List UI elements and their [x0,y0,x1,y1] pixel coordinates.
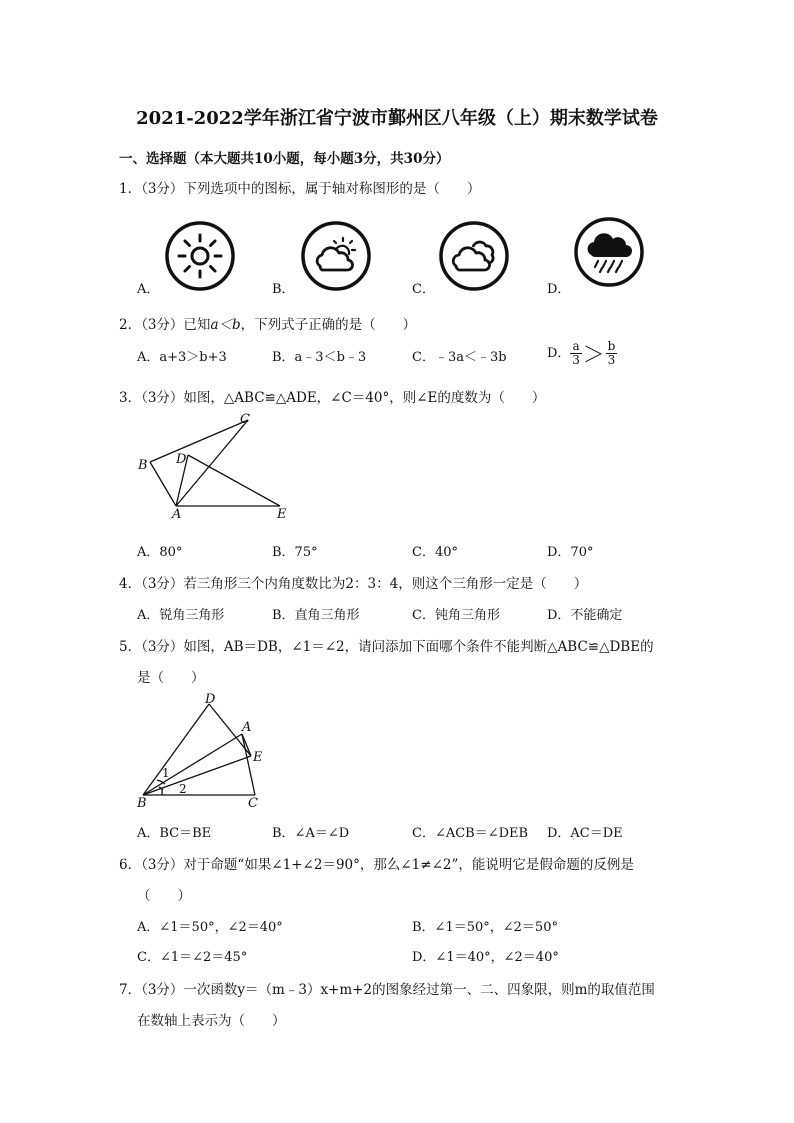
fraction-a-over-3: $\frac{a}{3}$ [572,339,580,367]
q3-label-b: B [138,458,148,473]
q3-label-d: D [176,452,187,467]
q2-stem-pre: 2．（3分）已知 [119,317,211,333]
question-3-stem: 3．（3分）如图，△ABC≌△ADE，∠C＝40°，则∠E的度数为（ ） [119,390,546,406]
q3-option-c[interactable]: C．40° [412,545,458,560]
partly-cloudy-icon [300,220,372,292]
q4-option-c[interactable]: C．钝角三角形 [412,608,500,623]
q5-label-b: B [137,796,147,811]
q2-stem-post: ，下列式子正确的是（ ） [240,317,417,333]
question-2-stem [119,313,416,333]
question-1-stem: 1．（3分）下列选项中的图标，属于轴对称图形的是（ ） [119,181,481,197]
q5-angle-2-label: 2 [179,782,187,796]
q6-option-a[interactable]: A．∠1＝50°，∠2＝40° [137,920,283,935]
fraction-b-over-3: $\frac{b}{3}$ [607,339,616,367]
q4-option-a[interactable]: A．锐角三角形 [137,608,225,623]
exam-title: 2021-2022学年浙江省宁波市鄞州区八年级（上）期末数学试卷 [136,108,658,129]
q1-option-d[interactable]: D． [547,282,571,297]
q5-option-b[interactable]: B．∠A＝∠D [272,826,350,841]
q1-option-a[interactable]: A． [137,282,160,297]
cloudy-icon [438,220,510,292]
q6-option-c[interactable]: C．∠1＝∠2＝45° [137,950,248,965]
q5-label-d: D [205,692,216,707]
q2-option-c[interactable]: C．﹣3a＜﹣3b [412,350,507,365]
q6-option-d[interactable]: D．∠1＝40°，∠2＝40° [412,950,559,965]
q4-option-d[interactable]: D．不能确定 [547,608,623,623]
q2-option-d-label: D． [547,346,571,361]
q2-option-a[interactable]: A．a+3＞b+3 [137,350,227,365]
q3-triangle-figure [130,410,300,525]
q4-option-b[interactable]: B．直角三角形 [272,608,360,623]
q5-label-e: E [253,750,263,765]
sun-icon [164,220,236,292]
question-5-stem-line2: 是（ ） [137,670,205,686]
q2-option-d[interactable] [547,338,617,369]
q5-label-a: A [242,720,252,735]
q5-option-a[interactable]: A．BC＝BE [137,826,212,841]
q5-option-c[interactable]: C．∠ACB＝∠DEB [412,826,529,841]
q2-stem-math: a＜b [210,317,241,333]
q5-angle-1-label: 1 [162,766,170,780]
question-6-stem-line2: （ ） [137,888,191,904]
q3-option-b[interactable]: B．75° [272,545,318,560]
greater-than-sign: ＞ [582,343,605,368]
q3-option-d[interactable]: D．70° [547,545,594,560]
question-6-stem-line1: 6．（3分）对于命题“如果∠1+∠2＝90°，那么∠1≠∠2”，能说明它是假命题的反例是 [119,857,634,873]
q1-option-c[interactable]: C． [412,282,435,297]
section-heading: 一、选择题（本大题共10小题，每小题3分，共30分） [119,151,450,167]
q5-option-d[interactable]: D．AC＝DE [547,826,623,841]
q3-option-a[interactable]: A．80° [137,545,183,560]
q1-option-b[interactable]: B． [272,282,295,297]
q5-label-c: C [248,796,258,811]
rain-cloud-icon [573,216,645,288]
question-7-stem-line1: 7．（3分）一次函数y＝（m﹣3）x+m+2的图象经过第一、二、四象限，则m的取值范围 [119,982,655,998]
q3-label-e: E [277,507,287,522]
question-4-stem: 4．（3分）若三角形三个内角度数比为2：3：4，则这个三角形一定是（ ） [119,576,588,592]
q6-option-b[interactable]: B．∠1＝50°，∠2＝50° [412,920,558,935]
q3-label-c: C [240,412,250,427]
question-5-stem-line1: 5．（3分）如图，AB＝DB，∠1＝∠2，请问添加下面哪个条件不能判断△ABC≌△DBE的 [119,639,654,655]
q3-label-a: A [172,507,182,522]
question-7-stem-line2: 在数轴上表示为（ ） [137,1013,286,1029]
q2-option-b[interactable]: B．a﹣3＜b﹣3 [272,350,367,365]
